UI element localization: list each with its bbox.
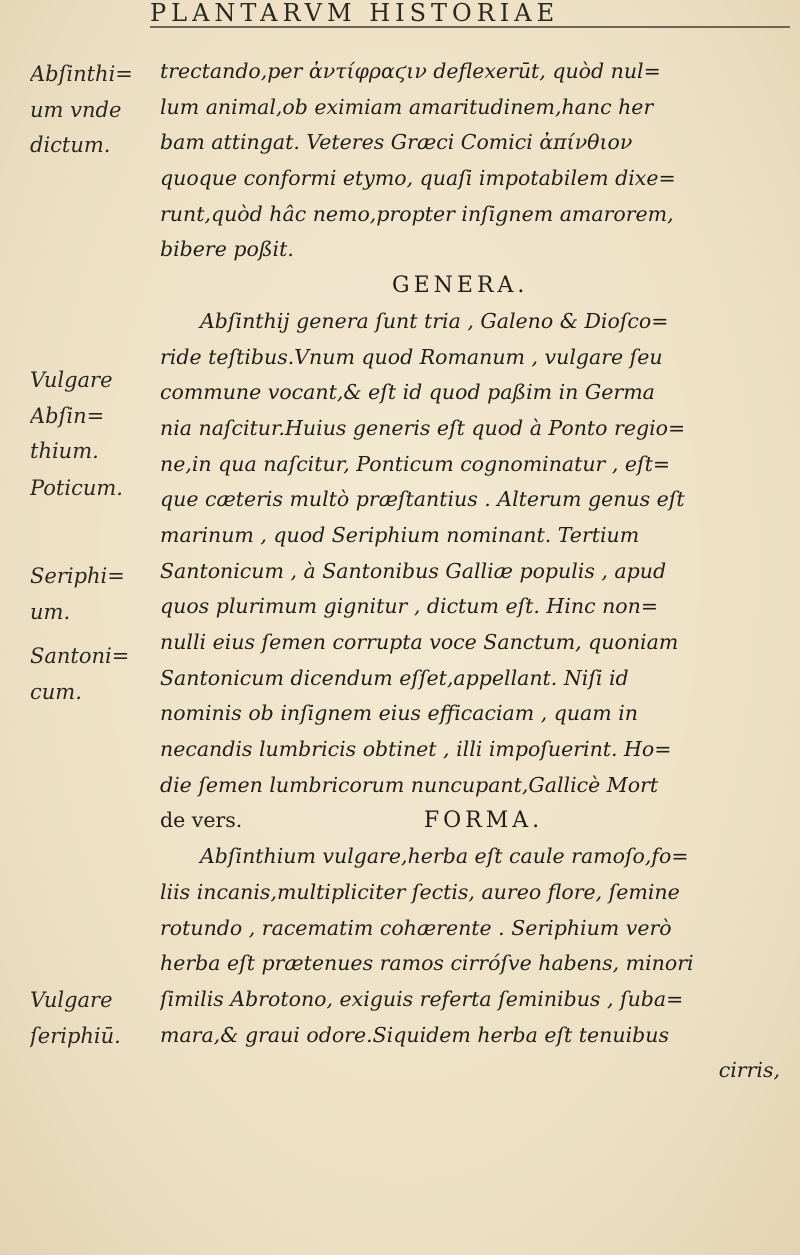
text-line: trectando,per ἀντίφραϛιν deflexerūt, quòd nul= — [160, 59, 661, 83]
main-text — [160, 54, 780, 1089]
text-line: que cæteris multò præſtantius . Alterum genus eſt — [160, 487, 685, 512]
margin-note-line: Vulgare — [30, 988, 113, 1012]
text-line: rotundo , racematim cohærente . Seriphium verò — [160, 915, 672, 940]
text-line: mara,& graui odore.Siquidem herba eſt tenuibus — [160, 1022, 669, 1047]
text-line: commune vocant,& eſt id quod paßim in Germa — [160, 380, 655, 405]
text-line: bam attingat. Veteres Græci Comici ἀπίνθιον — [160, 130, 633, 155]
text-line: Santonicum dicendum eſſet,appellant. Niſi id — [160, 665, 629, 690]
margin-note-line: dictum. — [30, 133, 111, 158]
margin-note-line: um vnde — [30, 97, 122, 122]
text-line: ne,in qua naſcitur, Ponticum cognominatur , eſt= — [160, 451, 671, 476]
text-line: quoque conformi etymo, quaſi impotabilem dixe= — [160, 166, 676, 191]
text-line: nominis ob inſignem eius efficaciam , quam in — [160, 701, 638, 726]
margin-note-line: thium. — [30, 439, 99, 464]
text-line: nia naſcitur.Huius generis eſt quod à Ponto regio= — [160, 415, 686, 440]
text-line: marinum , quod Seriphium nominant. Tertium — [160, 522, 640, 547]
text-line: liis incanis,multipliciter ſectis, aureo flore, ſemine — [160, 879, 680, 904]
margin-note-absinthium — [30, 56, 150, 163]
margin-note-line: Abſin= — [30, 403, 105, 428]
text-line: Abſinthij genera ſunt tria , Galeno & Dioſco= — [200, 308, 669, 333]
margin-note-line: Seriphi= — [30, 564, 125, 588]
margin-note-line: um. — [30, 599, 71, 624]
section-heading-genera: GENERA. — [392, 273, 529, 299]
text-line: Santonicum , à Santonibus Galliæ populis , apud — [160, 558, 667, 583]
catchword: cirris, — [718, 1058, 780, 1083]
text-line: die ſemen lumbricorum nuncupant,Gallicè Mort — [160, 772, 659, 797]
text-line: Abſinthium vulgare,herba eſt caule ramoſo,fo= — [200, 844, 689, 869]
text-line: herba eſt prætenues ramos cirróſve habens, minori — [160, 951, 694, 976]
margin-note-santonicum — [30, 638, 150, 709]
text-line: ſimilis Abrotono, exiguis referta ſeminibus , ſuba= — [160, 986, 684, 1011]
section-heading-forma: FORMA. — [423, 808, 544, 834]
text-line: nulli eius ſemen corrupta voce Sanctum, quoniam — [160, 630, 679, 654]
text-line: ride teſtibus.Vnum quod Romanum , vulgare ſeu — [160, 344, 663, 369]
margin-note-seriphium — [30, 558, 150, 629]
margin-note-line: ſeriphiū. — [30, 1023, 121, 1048]
text-line-with-heading — [160, 803, 780, 839]
margin-note-vulgare — [30, 362, 150, 469]
text-line: bibere poßit. — [160, 237, 294, 262]
margin-note-line: Vulgare — [30, 368, 113, 392]
text-line: quos plurimum gignitur , dictum eſt. Hinc non= — [160, 594, 658, 619]
margin-note-ponticum — [30, 470, 150, 506]
text-fragment: de vers. — [160, 808, 243, 833]
margin-note-line: Santoni= — [30, 644, 130, 668]
margin-note-line: Poticum. — [30, 476, 123, 500]
margin-note-line: Abſinthi= — [30, 62, 133, 86]
text-line: runt,quòd hâc nemo,propter inſignem amarorem, — [160, 201, 674, 226]
text-line: lum animal,ob eximiam amaritudinem,hanc her — [160, 94, 654, 119]
running-header: PLANTARVM HISTORIAE — [150, 0, 790, 28]
margin-note-line: cum. — [30, 679, 82, 704]
margin-note-vulgare-seriphium — [30, 982, 150, 1053]
text-line: necandis lumbricis obtinet , illi impoſuerint. Ho= — [160, 737, 672, 762]
